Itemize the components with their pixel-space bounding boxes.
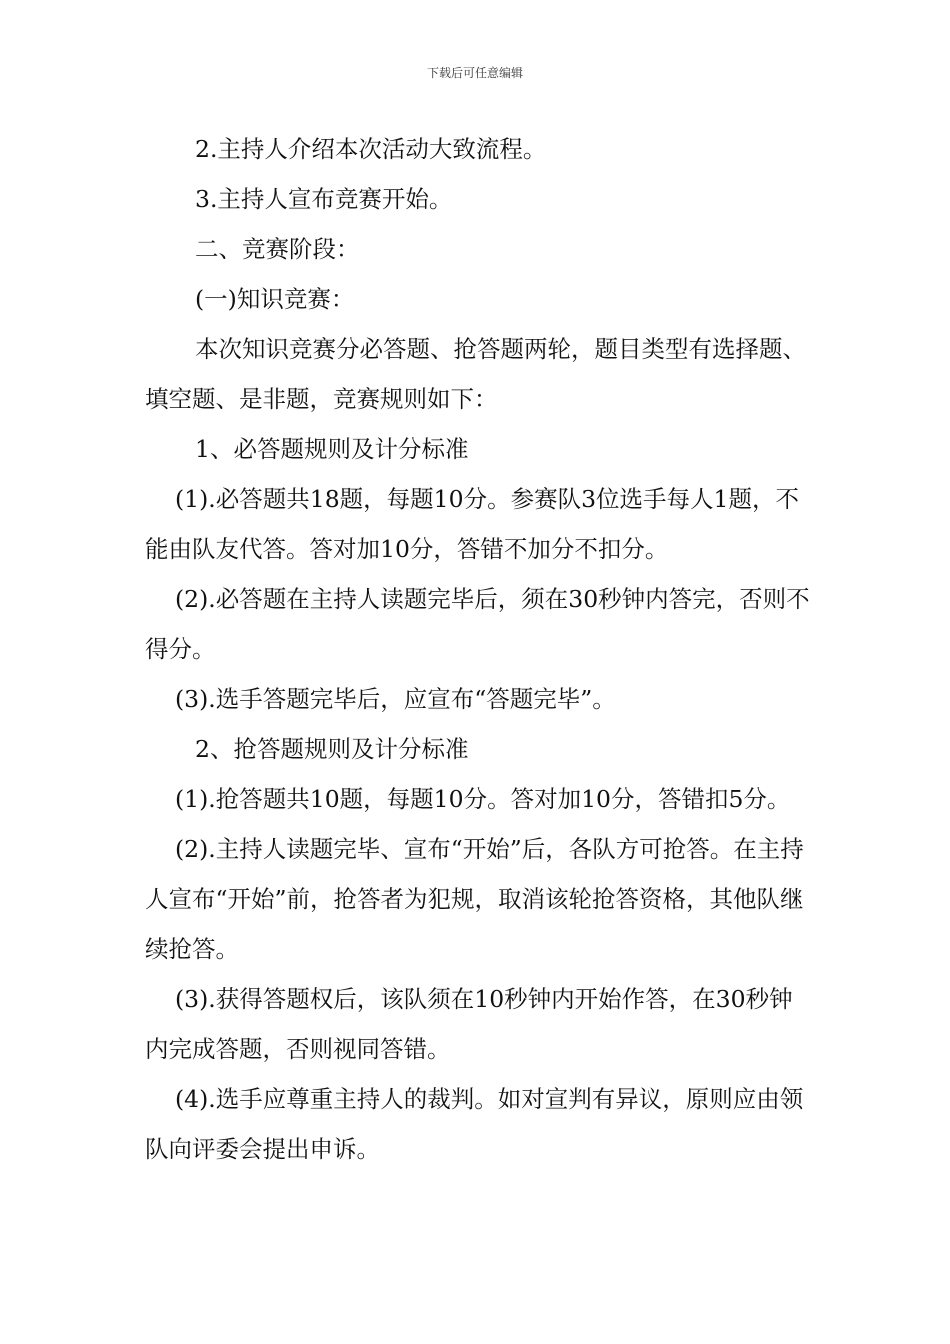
- rule-item: (1).必答题共18题，每题10分。参赛队3位选手每人1题，不能由队友代答。答对加10分，答错不加分不扣分。: [145, 485, 799, 563]
- rule-item: (1).抢答题共10题，每题10分。答对加10分，答错扣5分。: [175, 785, 791, 813]
- rule-item: (3).选手答题完毕后，应宣布“答题完毕”。: [175, 685, 616, 713]
- paragraph: 2.主持人介绍本次活动大致流程。: [195, 135, 547, 163]
- rule-heading: 1、必答题规则及计分标准: [195, 435, 469, 463]
- section-heading: 二、竞赛阶段：: [195, 235, 360, 263]
- paragraph: 3.主持人宣布竞赛开始。: [195, 185, 453, 213]
- rule-item: (4).选手应尊重主持人的裁判。如对宣判有异议，原则应由领队向评委会提出申诉。: [145, 1085, 804, 1163]
- rule-item: (2).主持人读题完毕、宣布“开始”后，各队方可抢答。在主持人宣布“开始”前，抢答者为犯规，取消该轮抢答资格，其他队继续抢答。: [145, 835, 804, 963]
- rule-heading: 2、抢答题规则及计分标准: [195, 735, 469, 763]
- paragraph: 本次知识竞赛分必答题、抢答题两轮，题目类型有选择题、填空题、是非题，竞赛规则如下：: [145, 335, 806, 413]
- subsection-heading: (一)知识竞赛：: [195, 285, 355, 313]
- rule-item: (3).获得答题权后，该队须在10秒钟内开始作答，在30秒钟内完成答题，否则视同答错。: [145, 985, 793, 1063]
- page-header: 下载后可任意编辑: [426, 66, 523, 80]
- document-body: [145, 124, 815, 1174]
- rule-item: (2).必答题在主持人读题完毕后，须在30秒钟内答完，否则不得分。: [145, 585, 810, 663]
